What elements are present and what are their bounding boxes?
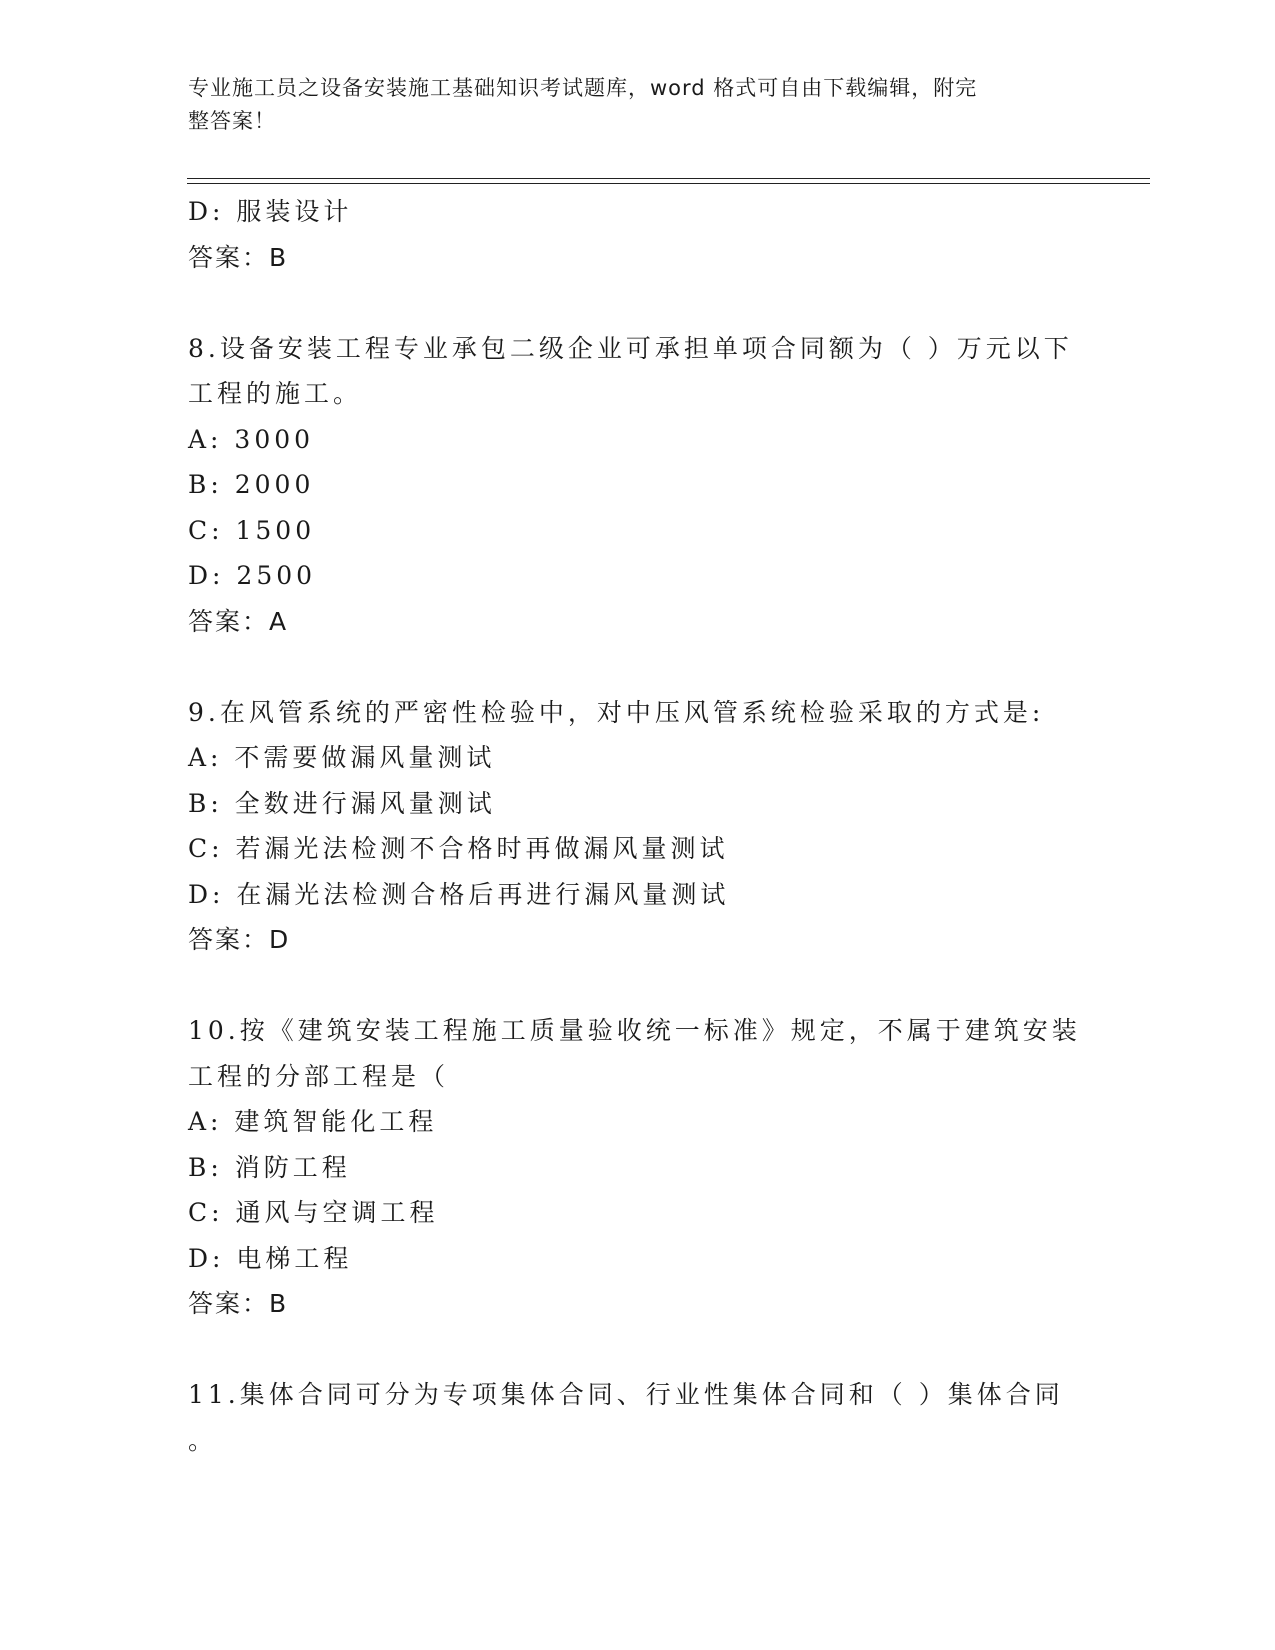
- question-text: 11.集体合同可分为专项集体合同、行业性集体合同和（ ）集体合同: [188, 1380, 1064, 1409]
- question-text-continued: 工程的施工。: [188, 379, 363, 408]
- header-divider-top: [187, 178, 1150, 179]
- answer: 答案：A: [188, 606, 289, 636]
- document-header: [188, 72, 1068, 138]
- question-list: [188, 189, 1088, 1463]
- question-11: [188, 1372, 1088, 1463]
- question-10: [188, 1008, 1088, 1327]
- option-b: B: 2000: [188, 470, 315, 499]
- answer: 答案：B: [188, 242, 289, 272]
- header-divider-bottom: [187, 183, 1150, 184]
- option-d: D: 在漏光法检测合格后再进行漏风量测试: [188, 879, 730, 909]
- option-d: D: 电梯工程: [188, 1243, 353, 1273]
- option-a: A: 3000: [188, 424, 315, 454]
- header-line-2: 整答案！: [188, 109, 276, 133]
- answer: 答案：D: [188, 925, 291, 954]
- question-text: 10.按《建筑安装工程施工质量验收统一标准》规定，不属于建筑安装: [188, 1016, 1081, 1045]
- question-8: [188, 326, 1088, 645]
- question-text-continued: 工程的分部工程是（: [188, 1061, 450, 1091]
- option-a: A: 不需要做漏风量测试: [188, 743, 496, 772]
- option-c: C: 1500: [188, 515, 316, 545]
- header-line-1: 专业施工员之设备安装施工基础知识考试题库，word 格式可自由下载编辑，附完: [188, 76, 978, 100]
- question-text: 8.设备安装工程专业承包二级企业可承担单项合同额为（ ）万元以下: [188, 333, 1073, 363]
- option-d: D: 服装设计: [188, 197, 353, 226]
- option-b: B: 消防工程: [188, 1152, 351, 1182]
- previous-question-tail: [188, 189, 1088, 280]
- option-c: C: 若漏光法检测不合格时再做漏风量测试: [188, 834, 729, 863]
- question-text-continued: 。: [188, 1425, 218, 1455]
- option-a: A: 建筑智能化工程: [188, 1107, 438, 1136]
- option-c: C: 通风与空调工程: [188, 1198, 439, 1227]
- question-text: 9.在风管系统的严密性检验中，对中压风管系统检验采取的方式是:: [188, 697, 1045, 727]
- option-d: D: 2500: [188, 561, 317, 590]
- question-9: [188, 690, 1088, 963]
- option-b: B: 全数进行漏风量测试: [188, 788, 496, 818]
- answer: 答案：B: [188, 1289, 289, 1318]
